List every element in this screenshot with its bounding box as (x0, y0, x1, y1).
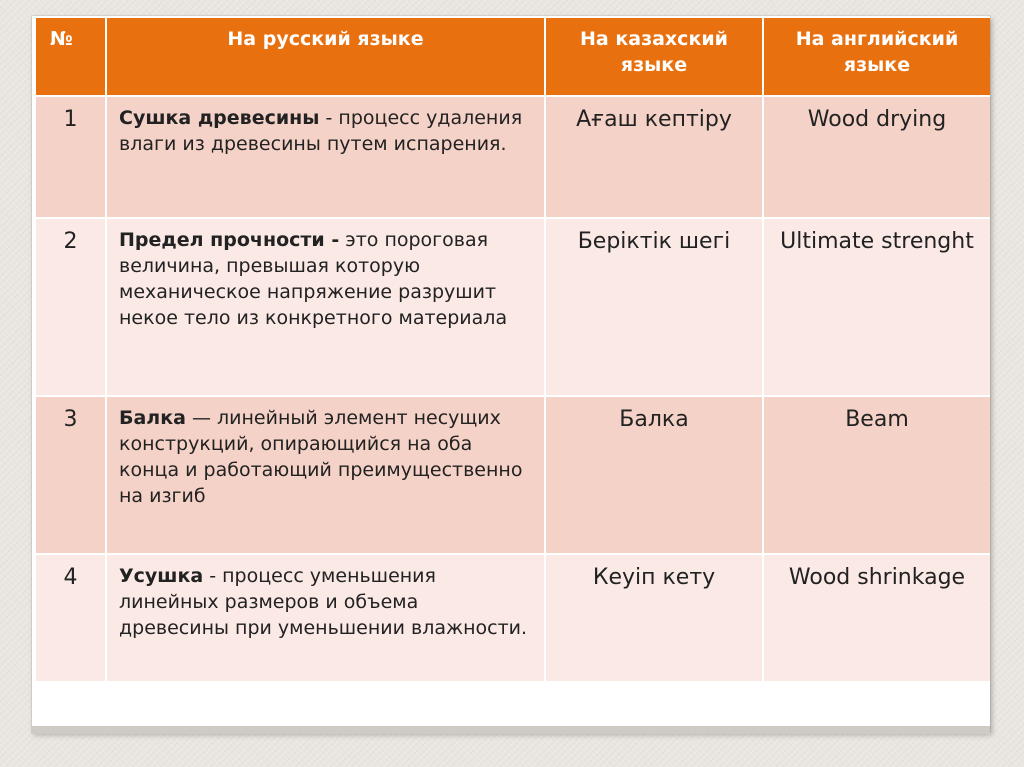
russian-definition (106, 396, 545, 554)
header-number: № (36, 18, 106, 96)
russian-term: Балка (119, 407, 186, 429)
table-row (36, 396, 990, 554)
kazakh-term: Беріктік шегі (545, 218, 763, 396)
russian-definition (106, 218, 545, 396)
english-term: Wood drying (763, 96, 990, 218)
english-term: Wood shrinkage (763, 554, 990, 682)
russian-term: Сушка древесины (119, 107, 320, 129)
header-row (36, 18, 990, 96)
table-row (36, 554, 990, 682)
russian-definition (106, 96, 545, 218)
row-number: 1 (36, 96, 106, 218)
header-russian: На русский языке (106, 18, 545, 96)
russian-definition-text: - процесс уменьшения линейных размеров и объема древесины при уменьшении влажности. (119, 565, 528, 639)
kazakh-term: Ағаш кептіру (545, 96, 763, 218)
english-term: Beam (763, 396, 990, 554)
kazakh-term: Балка (545, 396, 763, 554)
english-term: Ultimate strenght (763, 218, 990, 396)
kazakh-term: Кеуіп кету (545, 554, 763, 682)
row-number: 2 (36, 218, 106, 396)
russian-definition-text: — линейный элемент несущих конструкций, опирающийся на оба конца и работающий преимущественно на изгиб (119, 407, 523, 507)
russian-term: Усушка (119, 565, 204, 587)
russian-definition-text: - процесс удаления влаги из древесины путем испарения. (119, 107, 523, 155)
table-row (36, 96, 990, 218)
vocabulary-table (36, 18, 990, 683)
russian-term: Предел прочности - (119, 229, 340, 251)
header-kazakh: На казахский языке (545, 18, 763, 96)
header-english: На английский языке (763, 18, 990, 96)
russian-definition-text: это пороговая величина, превышая которую механическое напряжение разрушит некое тело из конкретного материала (119, 229, 508, 329)
row-number: 4 (36, 554, 106, 682)
russian-definition (106, 554, 545, 682)
table-row (36, 218, 990, 396)
slide-card-shadow (32, 726, 990, 734)
row-number: 3 (36, 396, 106, 554)
